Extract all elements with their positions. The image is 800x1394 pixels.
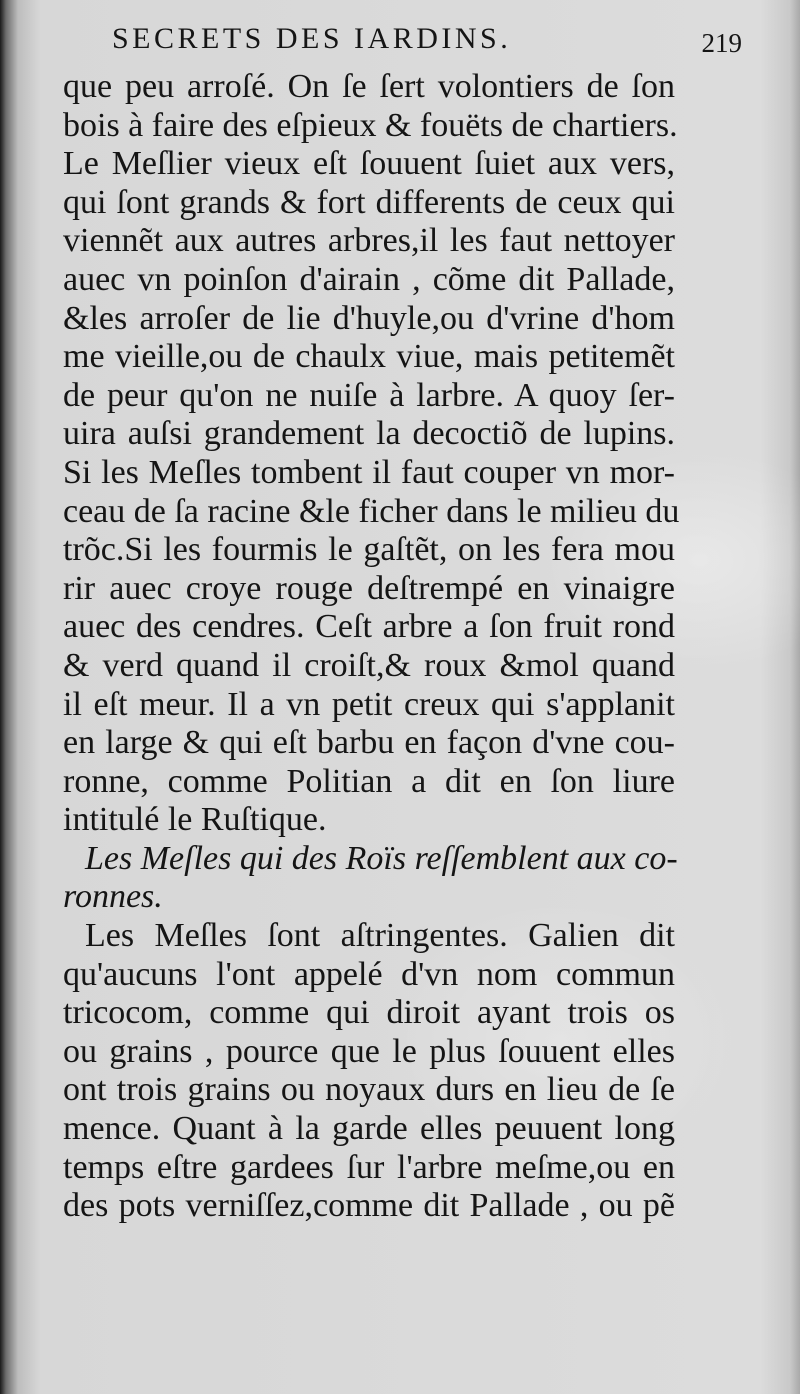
text-line: Si les Meſles tombent il faut couper vn mor-	[63, 453, 675, 491]
text-line: &les arroſer de lie d'huyle,ou d'vrine d'hom	[63, 299, 675, 337]
text-line: viennẽt aux autres arbres,il les faut nettoyer	[63, 222, 675, 260]
text-line: ont trois grains ou noyaux durs en lieu de ſe	[63, 1071, 675, 1109]
text-line: qui ſont grands & fort differents de ceux qui	[63, 183, 675, 221]
text-line: mence. Quant à la garde elles peuuent long	[63, 1110, 675, 1148]
page-number: 219	[701, 28, 742, 58]
text-line: des pots verniſſez,comme dit Pallade , ou pẽ	[63, 1187, 675, 1225]
text-line: uira auſsi grandement la decoctiõ de lupins.	[63, 415, 675, 453]
text-line: tricocom, comme qui diroit ayant trois os	[63, 994, 675, 1032]
verse-line: Les Meſles qui des Roïs reſſemblent aux co-	[85, 839, 678, 877]
text-line: ou grains , pource que le plus ſouuent elles	[63, 1032, 675, 1070]
text-line: me vieille,ou de chaulx viue, mais petitemẽt	[63, 338, 675, 376]
text-line: il eſt meur. Il a vn petit creux qui s'applanit	[63, 685, 675, 723]
text-line: ronne, comme Politian a dit en ſon liure	[63, 762, 675, 800]
text-line: en large & qui eſt barbu en façon d'vne cou-	[63, 724, 675, 762]
text-line: Le Meſlier vieux eſt ſouuent ſuiet aux vers,	[63, 145, 675, 183]
running-title: SECRETS DES IARDINS.	[112, 22, 512, 55]
text-line: intitulé le Ruſtique.	[63, 801, 327, 839]
text-line: bois à faire des eſpieux & fouëts de chartiers.	[63, 106, 678, 144]
text-line: rir auec croye rouge deſtrempé en vinaigre	[63, 569, 675, 607]
page-header	[112, 22, 742, 66]
text-line: qu'aucuns l'ont appelé d'vn nom commun	[63, 955, 675, 993]
text-line: de peur qu'on ne nuiſe à larbre. A quoy ſer-	[63, 376, 675, 414]
text-line: que peu arroſé. On ſe ſert volontiers de ſon	[63, 68, 675, 105]
text-line: ceau de ſa racine &le ficher dans le milieu du	[63, 492, 680, 530]
text-line: temps eſtre gardees ſur l'arbre meſme,ou en	[63, 1148, 675, 1186]
verse-line: ronnes.	[63, 878, 163, 916]
text-line: auec des cendres. Ceſt arbre a ſon fruit rond	[63, 608, 675, 646]
text-line: auec vn poinſon d'airain , cõme dit Pallade,	[63, 260, 675, 298]
text-line: Les Meſles ſont aſtringentes. Galien dit	[85, 917, 675, 955]
text-line: trõc.Si les fourmis le gaſtẽt, on les fera mou	[63, 531, 675, 569]
body-text	[63, 68, 680, 1226]
text-line: & verd quand il croiſt,& roux &mol quand	[63, 646, 675, 684]
